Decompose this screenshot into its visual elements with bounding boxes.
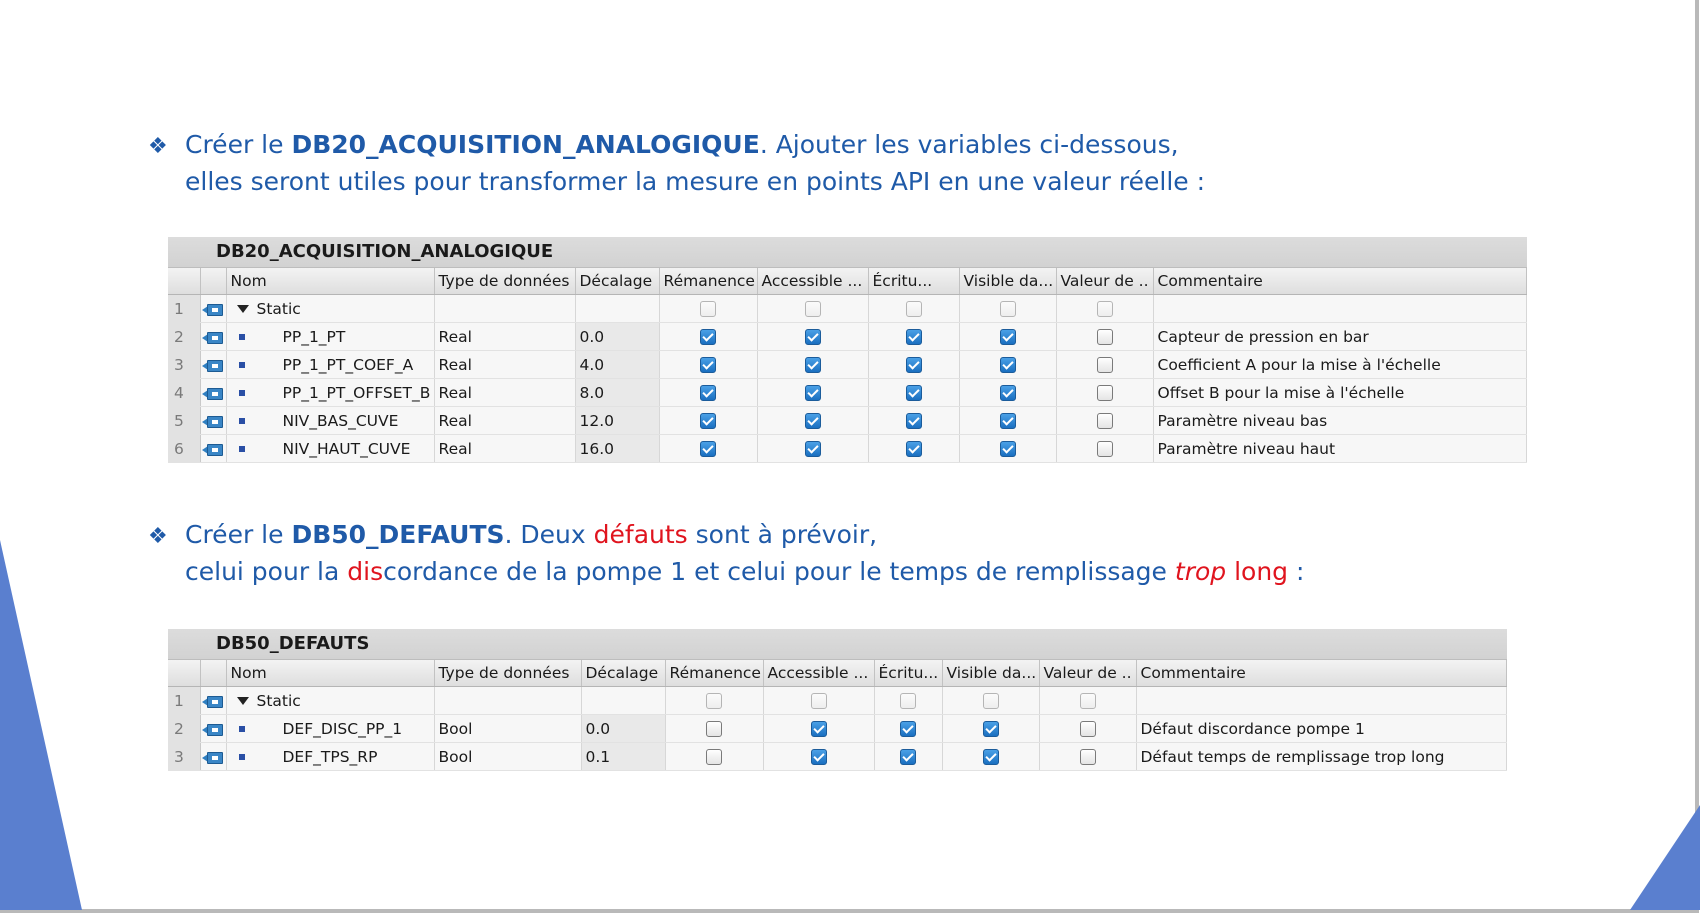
checked-checkbox[interactable] — [811, 749, 827, 765]
variable-name: DEF_DISC_PP_1 — [282, 719, 403, 738]
comment-cell[interactable]: Capteur de pression en bar — [1153, 323, 1527, 351]
unchecked-checkbox[interactable] — [1097, 301, 1113, 317]
db50-header-row — [168, 660, 1507, 687]
offset-cell: 12.0 — [575, 407, 659, 435]
static-section[interactable] — [226, 295, 434, 323]
checkbox-cell[interactable] — [1039, 743, 1136, 771]
checked-checkbox[interactable] — [983, 721, 999, 737]
static-label: Static — [256, 691, 301, 710]
row-number: 2 — [168, 715, 200, 743]
col-header-commentaire[interactable]: Commentaire — [1153, 268, 1527, 295]
unchecked-checkbox[interactable] — [906, 301, 922, 317]
checked-checkbox[interactable] — [700, 413, 716, 429]
row-number: 3 — [168, 351, 200, 379]
checked-checkbox[interactable] — [900, 749, 916, 765]
interface-icon-cell — [200, 323, 226, 351]
checkbox-cell[interactable] — [942, 743, 1039, 771]
instruction-2-line-2 — [148, 554, 1304, 589]
variable-name: PP_1_PT — [282, 327, 346, 346]
unchecked-checkbox[interactable] — [983, 693, 999, 709]
data-type-cell[interactable]: Real — [434, 351, 575, 379]
instruction-text-segment: sont à prévoir, — [687, 520, 878, 549]
variable-square-icon — [239, 446, 245, 452]
diamond-bullet-icon: ❖ — [148, 134, 168, 159]
checked-checkbox[interactable] — [805, 385, 821, 401]
variable-square-icon — [239, 390, 245, 396]
row-number: 4 — [168, 379, 200, 407]
row-number: 1 — [168, 687, 200, 715]
interface-icon-cell — [200, 407, 226, 435]
instruction-text-segment: Créer le — [185, 520, 292, 549]
checked-checkbox[interactable] — [900, 721, 916, 737]
offset-cell: 8.0 — [575, 379, 659, 407]
col-header-ecriture[interactable]: Écritu... — [874, 660, 942, 687]
instruction-text-segment: celui pour la — [185, 557, 348, 586]
checkbox-cell[interactable] — [868, 323, 959, 351]
checkbox-cell[interactable] — [757, 379, 868, 407]
checked-checkbox[interactable] — [906, 413, 922, 429]
table-row[interactable] — [168, 743, 1507, 771]
checkbox-cell[interactable] — [1056, 435, 1153, 463]
checkbox-cell[interactable] — [757, 323, 868, 351]
checked-checkbox[interactable] — [906, 357, 922, 373]
checkbox-cell[interactable] — [959, 407, 1056, 435]
instruction-text-segment: . Deux — [504, 520, 594, 549]
offset-cell: 0.0 — [575, 323, 659, 351]
col-header-decalage[interactable]: Décalage — [575, 268, 659, 295]
checkbox-cell[interactable] — [1056, 407, 1153, 435]
interface-icon-cell — [200, 435, 226, 463]
instruction-2-line-1 — [185, 520, 877, 549]
variable-square-icon — [239, 754, 245, 760]
unchecked-checkbox[interactable] — [700, 301, 716, 317]
instruction-text-segment: Créer le — [185, 130, 292, 159]
variable-square-icon — [239, 334, 245, 340]
interface-icon — [202, 723, 224, 736]
col-header-commentaire[interactable]: Commentaire — [1136, 660, 1507, 687]
row-number: 3 — [168, 743, 200, 771]
right-deco-triangle — [1630, 805, 1700, 910]
checkbox-cell[interactable] — [757, 435, 868, 463]
col-header-valeur[interactable]: Valeur de .. — [1039, 660, 1136, 687]
col-header-visible[interactable]: Visible da... — [959, 268, 1056, 295]
checkbox-cell[interactable] — [1056, 379, 1153, 407]
instruction-text-segment: long — [1226, 557, 1289, 586]
data-type-cell[interactable]: Bool — [434, 743, 581, 771]
checked-checkbox[interactable] — [983, 749, 999, 765]
data-type-cell[interactable]: Real — [434, 323, 575, 351]
checked-checkbox[interactable] — [1000, 385, 1016, 401]
expand-triangle-icon[interactable] — [237, 697, 249, 705]
variable-name-cell[interactable] — [226, 407, 434, 435]
checkbox-cell[interactable] — [874, 743, 942, 771]
variable-square-icon — [239, 726, 245, 732]
table-row[interactable] — [168, 715, 1507, 743]
checkbox-cell[interactable] — [959, 351, 1056, 379]
interface-icon-cell — [200, 351, 226, 379]
interface-icon — [202, 359, 224, 372]
unchecked-checkbox[interactable] — [1080, 721, 1096, 737]
unchecked-checkbox[interactable] — [805, 301, 821, 317]
data-type-cell[interactable]: Bool — [434, 715, 581, 743]
comment-cell[interactable]: Coefficient A pour la mise à l'échelle — [1153, 351, 1527, 379]
checkbox-cell[interactable] — [868, 351, 959, 379]
unchecked-checkbox[interactable] — [1097, 329, 1113, 345]
comment-cell[interactable]: Défaut temps de remplissage trop long — [1136, 743, 1507, 771]
checkbox-cell[interactable] — [659, 435, 757, 463]
checkbox-cell[interactable] — [665, 715, 763, 743]
table-row-static — [168, 687, 1507, 715]
checked-checkbox[interactable] — [906, 441, 922, 457]
col-header-type[interactable]: Type de données — [434, 660, 581, 687]
variable-name: NIV_HAUT_CUVE — [282, 439, 411, 458]
data-type-cell[interactable]: Real — [434, 407, 575, 435]
interface-icon — [202, 415, 224, 428]
comment-cell[interactable]: Paramètre niveau haut — [1153, 435, 1527, 463]
checkbox-cell[interactable] — [868, 407, 959, 435]
instruction-text-segment: : — [1288, 557, 1305, 586]
checkbox-cell[interactable] — [868, 435, 959, 463]
checked-checkbox[interactable] — [805, 441, 821, 457]
instruction-text-segment: elles seront utiles pour transformer la mesure en points API en une valeur réelle : — [185, 167, 1206, 196]
col-header-remanence[interactable]: Rémanence — [665, 660, 763, 687]
instruction-1-line-1 — [185, 130, 1179, 159]
checkbox-cell[interactable] — [942, 715, 1039, 743]
checkbox-cell[interactable] — [959, 379, 1056, 407]
unchecked-checkbox[interactable] — [1097, 357, 1113, 373]
unchecked-checkbox[interactable] — [900, 693, 916, 709]
row-number: 1 — [168, 295, 200, 323]
instruction-text-segment: défauts — [593, 520, 688, 549]
checked-checkbox[interactable] — [805, 357, 821, 373]
col-header-nom[interactable]: Nom — [226, 660, 434, 687]
checkbox-cell[interactable] — [665, 743, 763, 771]
offset-cell: 0.0 — [581, 715, 665, 743]
unchecked-checkbox[interactable] — [1080, 749, 1096, 765]
variable-name-cell[interactable] — [226, 351, 434, 379]
variable-name: DEF_TPS_RP — [282, 747, 378, 766]
interface-icon — [202, 387, 224, 400]
unchecked-checkbox[interactable] — [1080, 693, 1096, 709]
interface-icon-cell — [200, 379, 226, 407]
variable-name-cell[interactable] — [226, 379, 434, 407]
checkbox-cell[interactable] — [1039, 715, 1136, 743]
instruction-text-segment: DB50_DEFAUTS — [291, 520, 505, 549]
checkbox-cell[interactable] — [1056, 351, 1153, 379]
table-row[interactable] — [168, 407, 1527, 435]
checkbox-cell[interactable] — [757, 407, 868, 435]
variable-name-cell[interactable] — [226, 743, 434, 771]
checked-checkbox[interactable] — [805, 413, 821, 429]
db50-table — [168, 660, 1507, 771]
checkbox-cell[interactable] — [874, 715, 942, 743]
checked-checkbox[interactable] — [811, 721, 827, 737]
col-header-decalage[interactable]: Décalage — [581, 660, 665, 687]
checked-checkbox[interactable] — [700, 441, 716, 457]
checked-checkbox[interactable] — [700, 385, 716, 401]
table-row[interactable] — [168, 379, 1527, 407]
checked-checkbox[interactable] — [805, 329, 821, 345]
offset-cell: 0.1 — [581, 743, 665, 771]
variable-name: PP_1_PT_COEF_A — [282, 355, 414, 374]
unchecked-checkbox[interactable] — [706, 749, 722, 765]
row-number: 2 — [168, 323, 200, 351]
instruction-1-line-2 — [148, 164, 1205, 199]
variable-name: NIV_BAS_CUVE — [282, 411, 399, 430]
checkbox-cell[interactable] — [659, 379, 757, 407]
checkbox-cell[interactable] — [959, 323, 1056, 351]
checked-checkbox[interactable] — [700, 357, 716, 373]
interface-icon — [202, 751, 224, 764]
col-header-accessible[interactable]: Accessible ... — [757, 268, 868, 295]
interface-icon-cell — [200, 715, 226, 743]
interface-icon-cell — [200, 295, 226, 323]
data-type-cell[interactable]: Real — [434, 379, 575, 407]
col-header-valeur[interactable]: Valeur de .. — [1056, 268, 1153, 295]
data-type-cell[interactable]: Real — [434, 435, 575, 463]
table-row[interactable] — [168, 351, 1527, 379]
checkbox-cell[interactable] — [757, 351, 868, 379]
unchecked-checkbox[interactable] — [811, 693, 827, 709]
checkbox-cell[interactable] — [659, 407, 757, 435]
static-label: Static — [256, 299, 301, 318]
table-row-static — [168, 295, 1527, 323]
db50-title: DB50_DEFAUTS — [168, 629, 1507, 660]
checkbox-cell[interactable] — [763, 715, 874, 743]
checkbox-cell[interactable] — [659, 351, 757, 379]
col-header-nom[interactable]: Nom — [226, 268, 434, 295]
expand-triangle-icon[interactable] — [237, 305, 249, 313]
comment-cell[interactable]: Offset B pour la mise à l'échelle — [1153, 379, 1527, 407]
variable-name-cell[interactable] — [226, 323, 434, 351]
checkbox-cell[interactable] — [959, 435, 1056, 463]
variable-name: PP_1_PT_OFFSET_B — [282, 383, 431, 402]
checkbox-cell[interactable] — [868, 379, 959, 407]
unchecked-checkbox[interactable] — [1097, 385, 1113, 401]
checked-checkbox[interactable] — [1000, 441, 1016, 457]
checked-checkbox[interactable] — [906, 329, 922, 345]
db20-table — [168, 268, 1527, 463]
variable-name-cell[interactable] — [226, 715, 434, 743]
checked-checkbox[interactable] — [1000, 329, 1016, 345]
variable-square-icon — [239, 418, 245, 424]
checked-checkbox[interactable] — [1000, 357, 1016, 373]
diamond-bullet-icon: ❖ — [148, 524, 168, 549]
db20-table-panel — [168, 237, 1527, 463]
instruction-text-segment: cordance de la pompe 1 et celui pour le temps de remplissage — [383, 557, 1175, 586]
unchecked-checkbox[interactable] — [706, 693, 722, 709]
checked-checkbox[interactable] — [906, 385, 922, 401]
table-row[interactable] — [168, 435, 1527, 463]
unchecked-checkbox[interactable] — [706, 721, 722, 737]
interface-icon — [202, 331, 224, 344]
unchecked-checkbox[interactable] — [1097, 441, 1113, 457]
instruction-db20 — [148, 127, 1205, 199]
checkbox-cell[interactable] — [1056, 323, 1153, 351]
checked-checkbox[interactable] — [700, 329, 716, 345]
row-number: 5 — [168, 407, 200, 435]
col-header-ecriture[interactable]: Écritu... — [868, 268, 959, 295]
static-section[interactable] — [226, 687, 434, 715]
table-row[interactable] — [168, 323, 1527, 351]
offset-cell: 4.0 — [575, 351, 659, 379]
unchecked-checkbox[interactable] — [1097, 413, 1113, 429]
interface-icon-cell — [200, 687, 226, 715]
db20-title: DB20_ACQUISITION_ANALOGIQUE — [168, 237, 1527, 268]
row-number: 6 — [168, 435, 200, 463]
interface-icon — [202, 303, 224, 316]
variable-square-icon — [239, 362, 245, 368]
comment-cell[interactable]: Défaut discordance pompe 1 — [1136, 715, 1507, 743]
col-header-visible[interactable]: Visible da... — [942, 660, 1039, 687]
checked-checkbox[interactable] — [1000, 413, 1016, 429]
left-deco-triangle — [0, 540, 90, 910]
instruction-text-segment: trop — [1174, 557, 1227, 586]
offset-cell: 16.0 — [575, 435, 659, 463]
instruction-text-segment: . Ajouter les variables ci-dessous, — [759, 130, 1179, 159]
db20-header-row — [168, 268, 1527, 295]
interface-icon — [202, 443, 224, 456]
instruction-text-segment: DB20_ACQUISITION_ANALOGIQUE — [291, 130, 760, 159]
col-header-remanence[interactable]: Rémanence — [659, 268, 757, 295]
instruction-text-segment: dis — [347, 557, 384, 586]
col-header-accessible[interactable]: Accessible ... — [763, 660, 874, 687]
db50-table-panel — [168, 629, 1507, 771]
interface-icon — [202, 695, 224, 708]
comment-cell[interactable]: Paramètre niveau bas — [1153, 407, 1527, 435]
unchecked-checkbox[interactable] — [1000, 301, 1016, 317]
instruction-db50 — [148, 517, 1304, 589]
col-header-type[interactable]: Type de données — [434, 268, 575, 295]
checkbox-cell[interactable] — [659, 323, 757, 351]
checkbox-cell[interactable] — [763, 743, 874, 771]
variable-name-cell[interactable] — [226, 435, 434, 463]
interface-icon-cell — [200, 743, 226, 771]
